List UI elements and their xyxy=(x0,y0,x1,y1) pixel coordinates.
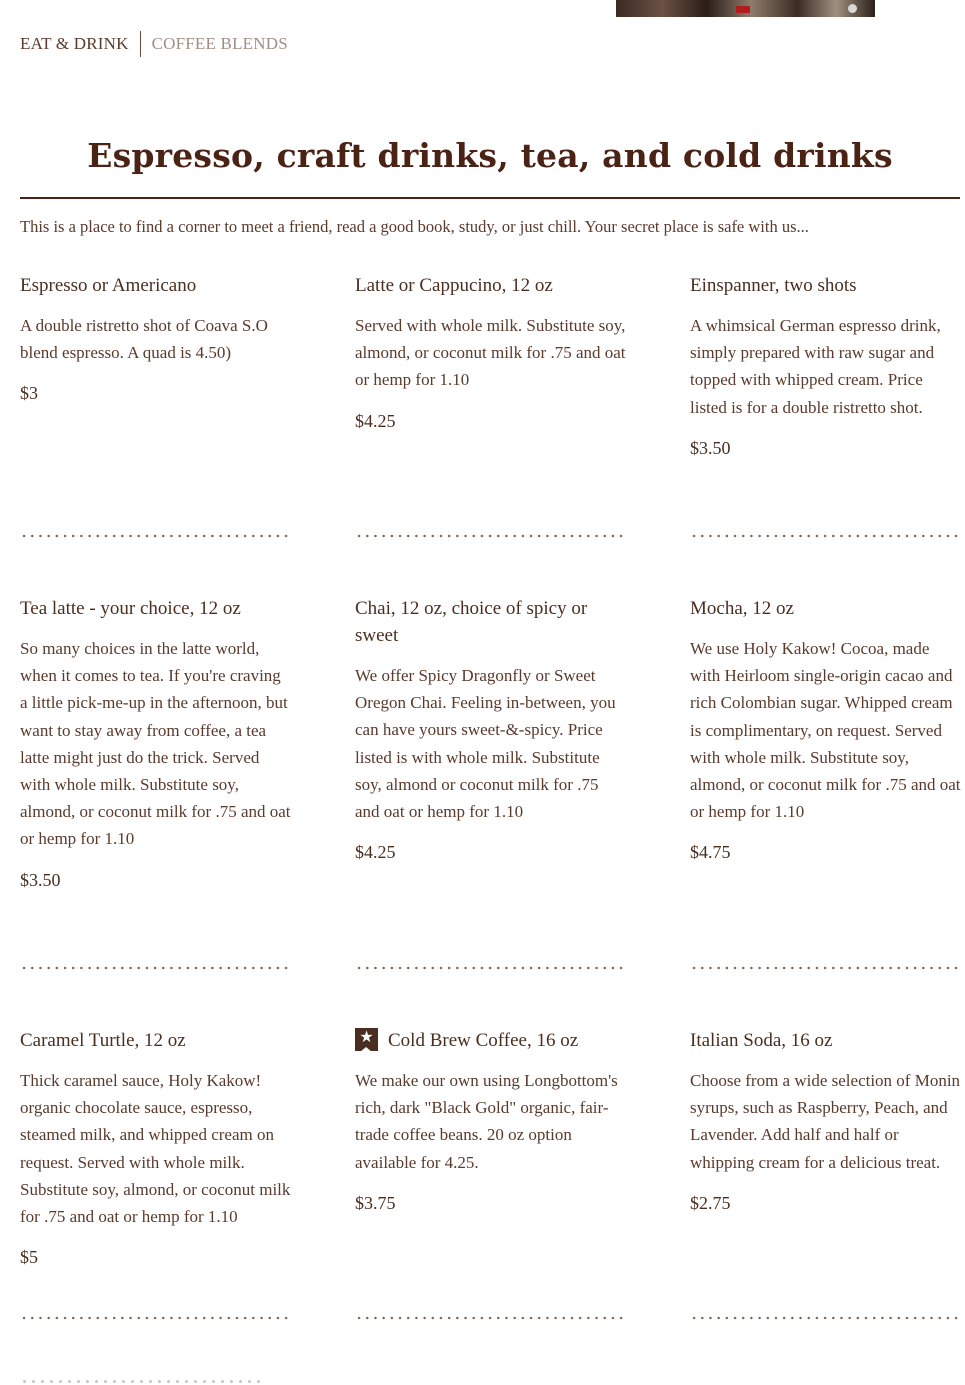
menu-item xyxy=(355,272,627,432)
item-divider xyxy=(690,966,960,970)
menu-category-nav xyxy=(20,32,288,56)
menu-item-name: Caramel Turtle, 12 oz xyxy=(20,1030,186,1051)
item-divider xyxy=(690,534,960,538)
photo-detail xyxy=(736,6,750,13)
menu-item-name: Mocha, 12 oz xyxy=(690,598,794,619)
menu-item xyxy=(690,272,962,459)
menu-item-price: $3.50 xyxy=(690,437,731,458)
item-divider xyxy=(20,534,290,538)
nav-divider xyxy=(140,31,141,57)
item-divider xyxy=(355,966,625,970)
nav-eat-drink[interactable]: EAT & DRINK xyxy=(20,34,129,53)
menu-item-price: $4.75 xyxy=(690,842,731,863)
menu-item-description: We offer Spicy Dragonfly or Sweet Oregon Chai. Feeling in-between, you can have yours sweet-&-spicy. Price listed is with whole milk. Substitute soy, almond or coconut milk for .75 and oat or hemp for 1.10 xyxy=(355,666,616,822)
menu-item-description: A whimsical German espresso drink, simply prepared with raw sugar and topped with whipped cream. Price listed is for a double ristretto shot. xyxy=(690,316,941,417)
menu-item xyxy=(355,1027,627,1214)
item-divider xyxy=(20,1316,290,1320)
menu-item-price: $3.75 xyxy=(355,1192,396,1213)
menu-item xyxy=(355,595,627,863)
menu-item-name: Latte or Cappucino, 12 oz xyxy=(355,275,553,296)
section-title: Espresso, craft drinks, tea, and cold drinks xyxy=(87,136,893,175)
menu-item-price: $4.25 xyxy=(355,842,396,863)
menu-item-price: $3 xyxy=(20,383,38,404)
menu-item-description: Choose from a wide selection of Monin syrups, such as Raspberry, Peach, and Lavender. Add half and half or whipping cream for a delicious treat. xyxy=(690,1071,961,1172)
menu-item-name: Einspanner, two shots xyxy=(690,275,857,296)
menu-item xyxy=(20,1027,292,1268)
photo-detail xyxy=(848,4,857,13)
menu-item-description: Thick caramel sauce, Holy Kakow! organic chocolate sauce, espresso, steamed milk, and whipped cream on request. Served with whole milk. Substitute soy, almond, or coconut milk for .75 and oat or hemp for 1.10 xyxy=(20,1071,291,1227)
item-divider xyxy=(355,534,625,538)
menu-item-price: $2.75 xyxy=(690,1192,731,1213)
menu-item-price: $4.25 xyxy=(355,410,396,431)
menu-item xyxy=(690,1027,962,1214)
menu-item-description: We use Holy Kakow! Cocoa, made with Heirloom single-origin cacao and rich Colombian sugar. Whipped cream is complimentary, on request. Served with whole milk. Substitute soy, almond, or coconut milk for .75 and oat or hemp for 1.10 xyxy=(690,639,961,822)
menu-item-price: $3.50 xyxy=(20,869,61,890)
menu-item-price: $5 xyxy=(20,1247,38,1268)
section-intro: This is a place to find a corner to meet a friend, read a good book, study, or just chill. Your secret place is safe with us... xyxy=(20,217,809,236)
menu-item xyxy=(20,595,292,891)
menu-item xyxy=(20,272,292,404)
menu-item-description: Served with whole milk. Substitute soy, almond, or coconut milk for .75 and oat or hemp for 1.10 xyxy=(355,316,626,390)
menu-item-name: Cold Brew Coffee, 16 oz xyxy=(388,1030,579,1051)
menu-item-name: Tea latte - your choice, 12 oz xyxy=(20,598,241,619)
item-divider xyxy=(355,1316,625,1320)
title-rule xyxy=(20,197,960,199)
header-photo xyxy=(616,0,875,17)
item-divider xyxy=(690,1316,960,1320)
item-divider xyxy=(20,966,290,970)
menu-item-name: Espresso or Americano xyxy=(20,275,197,296)
menu-item-description: We make our own using Longbottom's rich, dark "Black Gold" organic, fair-trade coffee beans. 20 oz option available for 4.25. xyxy=(355,1071,618,1172)
menu-item-description: So many choices in the latte world, when it comes to tea. If you're craving a little pick-me-up in the afternoon, but want to stay away from coffee, a tea latte might just do the trick. Served with whole milk. Substitute soy, almond, or coconut milk for .75 and oat or hemp for 1.10 xyxy=(20,639,291,849)
menu-item-name: Chai, 12 oz, choice of spicy or sweet xyxy=(355,598,588,646)
menu-item xyxy=(690,595,962,863)
menu-item-name-row xyxy=(355,1027,627,1054)
menu-item-description: A double ristretto shot of Coava S.O blend espresso. A quad is 4.50) xyxy=(20,316,268,363)
featured-star-icon: ★ xyxy=(355,1028,378,1051)
next-section-heading-cutoff xyxy=(20,1378,260,1385)
menu-item-name: Italian Soda, 16 oz xyxy=(690,1030,833,1051)
nav-coffee-blends[interactable]: COFFEE BLENDS xyxy=(151,34,288,53)
